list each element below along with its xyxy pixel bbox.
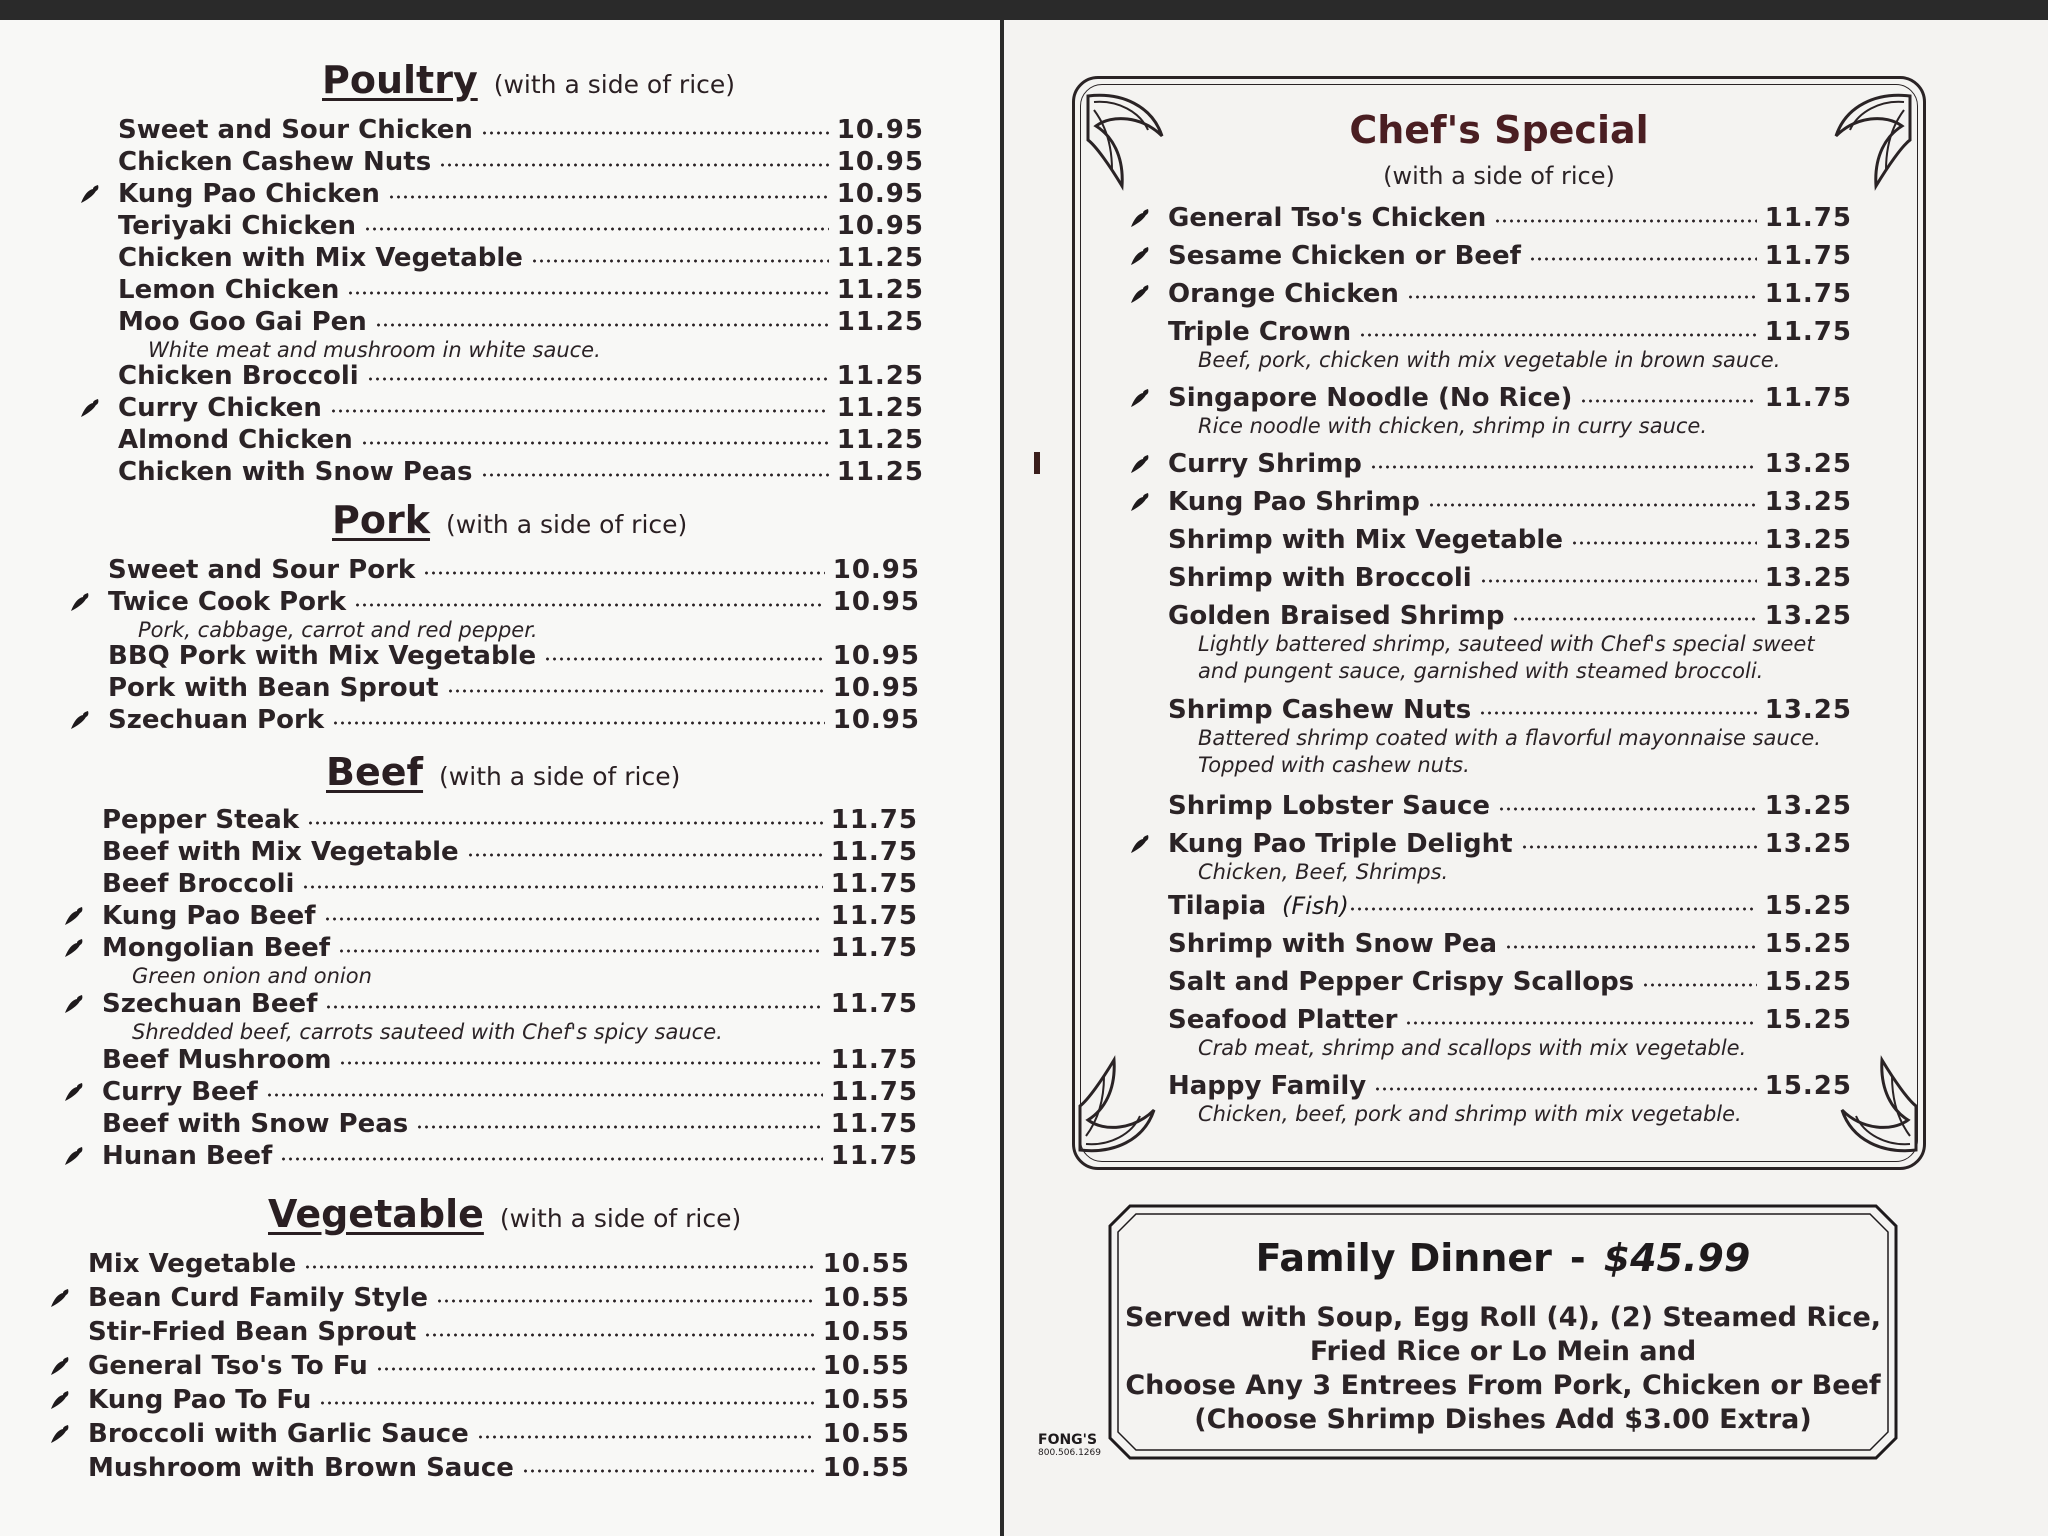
menu-item-row	[1168, 562, 1852, 594]
dot-leader	[481, 472, 829, 478]
chili-pepper-icon	[1128, 206, 1152, 230]
chili-pepper-icon	[48, 1422, 72, 1446]
menu-item-name: Beef Broccoli	[102, 869, 295, 899]
menu-item-name: Kung Pao Shrimp	[1168, 487, 1420, 517]
menu-item-price: 11.75	[1764, 203, 1852, 233]
menu-item-row	[1168, 966, 1852, 998]
menu-item-row	[102, 932, 918, 964]
menu-item-description: Shredded beef, carrots sauteed with Chef's spicy sauce.	[132, 1020, 723, 1044]
menu-item-row	[102, 1108, 918, 1140]
menu-item-description: and pungent sauce, garnished with steamed broccoli.	[1198, 659, 1764, 683]
menu-item-row	[102, 1044, 918, 1076]
menu-item-row	[88, 1350, 910, 1382]
menu-item-price: 10.55	[822, 1249, 910, 1279]
menu-item-price: 10.95	[832, 705, 920, 735]
menu-item-price: 11.75	[830, 989, 918, 1019]
chili-pepper-icon	[62, 904, 86, 928]
menu-item-price: 10.55	[822, 1317, 910, 1347]
menu-item-description: Green onion and onion	[132, 964, 372, 988]
menu-item-price: 13.25	[1764, 449, 1852, 479]
menu-item-row	[118, 146, 924, 178]
chili-pepper-icon	[48, 1388, 72, 1412]
menu-item-price: 10.95	[836, 115, 924, 145]
dot-leader	[447, 688, 825, 694]
chili-pepper-icon	[48, 1354, 72, 1378]
menu-item-price: 11.75	[830, 805, 918, 835]
dot-leader	[324, 916, 823, 922]
chili-pepper-icon	[62, 936, 86, 960]
menu-item-price: 11.75	[830, 901, 918, 931]
chili-pepper-icon	[1128, 452, 1152, 476]
menu-item-row	[1168, 928, 1852, 960]
page-edge-mark	[1034, 452, 1040, 474]
menu-item-price: 10.95	[832, 641, 920, 671]
menu-item-name: Sweet and Sour Chicken	[118, 115, 473, 145]
vegetable-subtitle: (with a side of rice)	[499, 1204, 742, 1233]
dot-leader	[367, 376, 829, 382]
menu-item-row	[108, 672, 920, 704]
chili-pepper-icon	[62, 1144, 86, 1168]
vegetable-heading	[268, 1192, 741, 1236]
poultry-subtitle: (with a side of rice)	[493, 70, 736, 99]
menu-item-row	[1168, 316, 1852, 348]
menu-item-row	[108, 586, 920, 618]
beef-heading	[326, 750, 680, 794]
dot-leader	[280, 1156, 823, 1162]
menu-item-row	[88, 1316, 910, 1348]
menu-item-name: Szechuan Pork	[108, 705, 325, 735]
dot-leader	[544, 656, 825, 662]
menu-item-name: Hunan Beef	[102, 1141, 273, 1171]
dot-leader	[364, 226, 829, 232]
chefs-special-title: Chef's Special	[1349, 108, 1649, 152]
menu-item-price: 11.25	[836, 275, 924, 305]
menu-item-price: 13.25	[1764, 829, 1852, 859]
dot-leader	[477, 1434, 815, 1440]
menu-item-name: Orange Chicken	[1168, 279, 1399, 309]
menu-item-row	[88, 1452, 910, 1484]
chili-pepper-icon	[48, 1286, 72, 1310]
menu-item-price: 11.75	[1764, 383, 1852, 413]
menu-item-price: 10.95	[836, 147, 924, 177]
poultry-title: Poultry	[322, 58, 478, 102]
menu-item-name: Mongolian Beef	[102, 933, 331, 963]
menu-item-price: 11.75	[830, 933, 918, 963]
menu-item-row	[118, 424, 924, 456]
menu-item-row	[118, 456, 924, 488]
chili-pepper-icon	[1128, 386, 1152, 410]
menu-item-name: Kung Pao Chicken	[118, 179, 380, 209]
menu-item-name: Chicken with Mix Vegetable	[118, 243, 523, 273]
menu-item-name: Shrimp with Snow Pea	[1168, 929, 1498, 959]
menu-item-row	[1168, 694, 1852, 726]
dot-leader	[338, 948, 823, 954]
menu-item-name: Curry Chicken	[118, 393, 322, 423]
menu-item-row	[102, 1140, 918, 1172]
menu-item-row	[88, 1418, 910, 1450]
menu-item-price: 11.75	[1764, 241, 1852, 271]
dot-leader	[1428, 502, 1757, 508]
pork-heading	[332, 498, 687, 542]
menu-item-row	[88, 1248, 910, 1280]
dot-leader	[347, 290, 829, 296]
menu-item-price: 15.25	[1764, 929, 1852, 959]
menu-item-name: Shrimp Cashew Nuts	[1168, 695, 1472, 725]
menu-item-row	[1168, 278, 1852, 310]
dot-leader	[375, 322, 829, 328]
dot-leader	[1529, 256, 1757, 262]
dot-leader	[330, 408, 829, 414]
menu-item-price: 11.25	[836, 243, 924, 273]
menu-item-price: 11.75	[830, 837, 918, 867]
dot-leader	[332, 720, 825, 726]
menu-item-row	[1168, 1004, 1852, 1036]
menu-item-name: Kung Pao To Fu	[88, 1385, 312, 1415]
dot-leader	[1349, 906, 1757, 912]
dot-leader	[1580, 398, 1757, 404]
dot-leader	[423, 570, 825, 576]
menu-item-row	[1168, 382, 1852, 414]
pork-subtitle: (with a side of rice)	[445, 510, 688, 539]
printer-logo-phone: 800.506.1269	[1038, 1448, 1101, 1458]
menu-item-name: Beef Mushroom	[102, 1045, 332, 1075]
menu-item-row	[108, 640, 920, 672]
menu-item-row	[88, 1384, 910, 1416]
menu-item-name: Szechuan Beef	[102, 989, 318, 1019]
dot-leader	[1479, 710, 1757, 716]
dot-leader	[1370, 464, 1757, 470]
menu-item-price: 15.25	[1764, 1005, 1852, 1035]
menu-item-row	[1168, 890, 1852, 922]
dot-leader	[1571, 540, 1757, 546]
dot-leader	[1494, 218, 1757, 224]
menu-item-description: Beef, pork, chicken with mix vegetable in brown sauce.	[1198, 348, 1781, 372]
dot-leader	[376, 1366, 815, 1372]
menu-item-name: Mushroom with Brown Sauce	[88, 1453, 514, 1483]
menu-item-row	[118, 274, 924, 306]
menu-item-row	[1168, 486, 1852, 518]
menu-item-name: Mix Vegetable	[88, 1249, 297, 1279]
menu-item-name: Almond Chicken	[118, 425, 353, 455]
menu-item-name: Sesame Chicken or Beef	[1168, 241, 1521, 271]
family-dinner-title: Family Dinner	[1255, 1236, 1552, 1280]
family-dinner-line-4: (Choose Shrimp Dishes Add $3.00 Extra)	[1194, 1404, 1812, 1435]
printer-logo	[1038, 1432, 1100, 1482]
menu-item-name: Shrimp Lobster Sauce	[1168, 791, 1491, 821]
menu-item-name: Chicken with Snow Peas	[118, 457, 473, 487]
menu-item-name: Bean Curd Family Style	[88, 1283, 428, 1313]
menu-item-price: 11.25	[836, 425, 924, 455]
poultry-heading	[322, 58, 735, 102]
menu-item-price: 10.95	[832, 673, 920, 703]
dot-leader	[1521, 844, 1757, 850]
menu-item-price: 10.55	[822, 1385, 910, 1415]
menu-item-row	[108, 554, 920, 586]
family-dinner-dash: -	[1569, 1236, 1586, 1280]
menu-item-description: Chicken, Beef, Shrimps.	[1198, 860, 1449, 884]
menu-item-name: Shrimp with Broccoli	[1168, 563, 1472, 593]
menu-item-row	[108, 704, 920, 736]
menu-item-name: Broccoli with Garlic Sauce	[88, 1419, 469, 1449]
menu-item-description: Chicken, beef, pork and shrimp with mix vegetable.	[1198, 1102, 1742, 1126]
menu-item-name: Kung Pao Beef	[102, 901, 316, 931]
menu-item-name: Chicken Broccoli	[118, 361, 359, 391]
menu-item-row	[1168, 448, 1852, 480]
menu-item-row	[102, 900, 918, 932]
menu-item-price: 11.25	[836, 361, 924, 391]
dot-leader	[436, 1298, 815, 1304]
menu-item-name: General Tso's Chicken	[1168, 203, 1487, 233]
menu-item-row	[102, 868, 918, 900]
menu-item-row	[1168, 600, 1852, 632]
dot-leader	[1498, 806, 1757, 812]
menu-item-price: 11.75	[830, 869, 918, 899]
dot-leader	[1512, 616, 1757, 622]
menu-item-row	[118, 114, 924, 146]
menu-item-name: Sweet and Sour Pork	[108, 555, 416, 585]
chili-pepper-icon	[1128, 490, 1152, 514]
chili-pepper-icon	[68, 590, 92, 614]
dot-leader	[1374, 1086, 1757, 1092]
chili-pepper-icon	[1128, 244, 1152, 268]
menu-item-description: Pork, cabbage, carrot and red pepper.	[138, 618, 538, 642]
family-dinner-line-1: Served with Soup, Egg Roll (4), (2) Steamed Rice,	[1124, 1302, 1882, 1333]
menu-item-price: 13.25	[1764, 525, 1852, 555]
menu-item-tag: (Fish)	[1282, 892, 1349, 920]
menu-item-description: Battered shrimp coated with a flavorful mayonnaise sauce.	[1198, 726, 1821, 750]
dot-leader	[416, 1124, 823, 1130]
menu-item-price: 11.75	[830, 1045, 918, 1075]
menu-item-price: 11.25	[836, 457, 924, 487]
chili-pepper-icon	[78, 182, 102, 206]
menu-item-price: 11.75	[1764, 317, 1852, 347]
dot-leader	[467, 852, 823, 858]
dot-leader	[266, 1092, 823, 1098]
menu-item-price: 10.95	[836, 211, 924, 241]
menu-item-name: Kung Pao Triple Delight	[1168, 829, 1513, 859]
menu-item-row	[1168, 240, 1852, 272]
menu-item-name: Tilapia	[1168, 891, 1267, 921]
menu-item-price: 10.95	[832, 555, 920, 585]
menu-item-description: Topped with cashew nuts.	[1198, 753, 1470, 777]
chili-pepper-icon	[1128, 832, 1152, 856]
menu-item-name: Golden Braised Shrimp	[1168, 601, 1505, 631]
menu-item-row	[118, 306, 924, 338]
menu-item-name: Teriyaki Chicken	[118, 211, 357, 241]
menu-item-name: General Tso's To Fu	[88, 1351, 368, 1381]
menu-item-name: Chicken Cashew Nuts	[118, 147, 432, 177]
menu-item-row	[1168, 524, 1852, 556]
menu-item-name: Lemon Chicken	[118, 275, 340, 305]
chili-pepper-icon	[78, 396, 102, 420]
menu-item-price: 11.75	[830, 1109, 918, 1139]
dot-leader	[339, 1060, 823, 1066]
vegetable-title: Vegetable	[268, 1192, 484, 1236]
menu-item-price: 11.75	[1764, 279, 1852, 309]
menu-item-row	[1168, 828, 1852, 860]
menu-item-price: 13.25	[1764, 695, 1852, 725]
dot-leader	[1405, 1020, 1757, 1026]
menu-item-name: Pork with Bean Sprout	[108, 673, 439, 703]
family-dinner-price: $45.99	[1603, 1236, 1751, 1280]
dot-leader	[1407, 294, 1757, 300]
menu-item-name: Moo Goo Gai Pen	[118, 307, 367, 337]
dot-leader	[531, 258, 829, 264]
menu-item-name: BBQ Pork with Mix Vegetable	[108, 641, 537, 671]
menu-item-name: Salt and Pepper Crispy Scallops	[1168, 967, 1635, 997]
menu-item-price: 13.25	[1764, 791, 1852, 821]
dot-leader	[354, 602, 825, 608]
menu-item-row	[102, 804, 918, 836]
dot-leader	[424, 1332, 815, 1338]
chili-pepper-icon	[62, 1080, 86, 1104]
menu-item-name: Pepper Steak	[102, 805, 300, 835]
menu-item-name: Triple Crown	[1168, 317, 1352, 347]
menu-item-price: 10.95	[836, 179, 924, 209]
family-dinner-line-3: Choose Any 3 Entrees From Pork, Chicken or Beef	[1125, 1370, 1881, 1401]
menu-item-row	[1168, 790, 1852, 822]
menu-item-name: Singapore Noodle (No Rice)	[1168, 383, 1573, 413]
dot-leader	[361, 440, 829, 446]
menu-item-row	[102, 836, 918, 868]
menu-item-price: 11.25	[836, 393, 924, 423]
dot-leader	[1642, 982, 1757, 988]
ornament-bottom-right-icon	[1832, 1050, 1922, 1160]
dot-leader	[388, 194, 829, 200]
menu-item-name: Twice Cook Pork	[108, 587, 347, 617]
menu-item-price: 15.25	[1764, 891, 1852, 921]
menu-item-description: Crab meat, shrimp and scallops with mix vegetable.	[1198, 1036, 1747, 1060]
menu-item-row	[118, 242, 924, 274]
menu-item-name: Happy Family	[1168, 1071, 1367, 1101]
menu-item-price: 11.75	[830, 1077, 918, 1107]
dot-leader	[1505, 944, 1757, 950]
menu-item-description: Lightly battered shrimp, sauteed with Chef's special sweet	[1198, 632, 1815, 656]
menu-item-price: 13.25	[1764, 563, 1852, 593]
chili-pepper-icon	[62, 992, 86, 1016]
menu-item-name: Beef with Mix Vegetable	[102, 837, 459, 867]
dot-leader	[302, 884, 823, 890]
printer-logo-name: FONG'S	[1038, 1432, 1098, 1448]
dot-leader	[1359, 332, 1757, 338]
menu-item-name: Stir-Fried Bean Sprout	[88, 1317, 417, 1347]
menu-item-price: 11.75	[830, 1141, 918, 1171]
dot-leader	[1480, 578, 1757, 584]
family-dinner-line-2: Fried Rice or Lo Mein and	[1309, 1336, 1697, 1367]
chefs-special-subtitle: (with a side of rice)	[1383, 162, 1615, 190]
menu-item-price: 10.55	[822, 1283, 910, 1313]
dot-leader	[319, 1400, 815, 1406]
dot-leader	[307, 820, 823, 826]
menu-item-name: Seafood Platter	[1168, 1005, 1398, 1035]
menu-item-price: 10.95	[832, 587, 920, 617]
menu-item-row	[118, 392, 924, 424]
dot-leader	[304, 1264, 815, 1270]
menu-item-price: 13.25	[1764, 487, 1852, 517]
menu-item-description: Rice noodle with chicken, shrimp in curry sauce.	[1198, 414, 1708, 438]
menu-item-price: 10.55	[822, 1453, 910, 1483]
menu-item-row	[118, 178, 924, 210]
menu-item-row	[1168, 1070, 1852, 1102]
menu-item-row	[88, 1282, 910, 1314]
pork-title: Pork	[332, 498, 430, 542]
chili-pepper-icon	[68, 708, 92, 732]
menu-item-price: 10.55	[822, 1351, 910, 1381]
menu-item-name: Shrimp with Mix Vegetable	[1168, 525, 1563, 555]
menu-item-price: 15.25	[1764, 967, 1852, 997]
menu-item-name: Beef with Snow Peas	[102, 1109, 409, 1139]
menu-item-row	[1168, 202, 1852, 234]
ornament-bottom-left-icon	[1074, 1050, 1164, 1160]
dot-leader	[481, 130, 829, 136]
menu-item-row	[102, 988, 918, 1020]
menu-item-price: 11.25	[836, 307, 924, 337]
chili-pepper-icon	[1128, 282, 1152, 306]
beef-title: Beef	[326, 750, 424, 794]
menu-item-price: 10.55	[822, 1419, 910, 1449]
menu-item-description: White meat and mushroom in white sauce.	[148, 338, 601, 362]
dot-leader	[325, 1004, 823, 1010]
menu-item-name: Curry Shrimp	[1168, 449, 1362, 479]
menu-item-row	[118, 210, 924, 242]
family-dinner-heading	[1108, 1236, 1898, 1280]
menu-item-row	[102, 1076, 918, 1108]
menu-item-price: 13.25	[1764, 601, 1852, 631]
dot-leader	[522, 1468, 815, 1474]
menu-item-price: 15.25	[1764, 1071, 1852, 1101]
dot-leader	[439, 162, 829, 168]
beef-subtitle: (with a side of rice)	[439, 762, 681, 791]
menu-item-name: Curry Beef	[102, 1077, 258, 1107]
menu-item-row	[118, 360, 924, 392]
